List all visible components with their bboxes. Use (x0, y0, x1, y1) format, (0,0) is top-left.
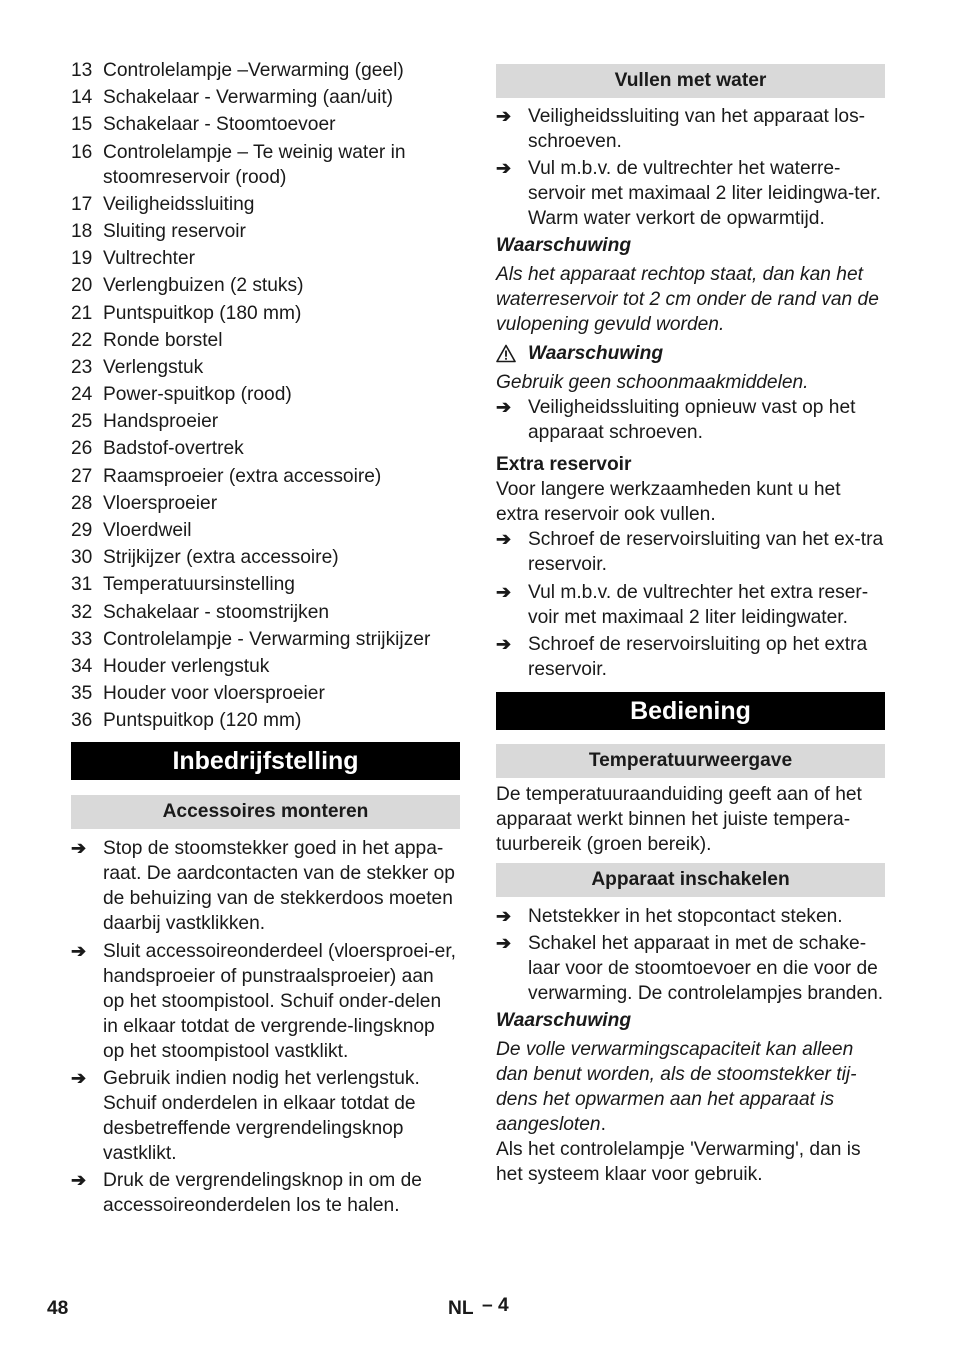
list-item: 33 Controlelampje - Verwarming strijkijzer (71, 628, 431, 650)
list-item: 28 Vloersproeier (71, 492, 218, 514)
list-item: 29 Vloerdweil (71, 520, 192, 541)
subsection-heading-accessoires: Accessoires monteren (71, 795, 460, 829)
list-item: ➔ Netstekker in het stopcontact steken. (496, 905, 843, 927)
list-item: 21 Puntspuitkop (180 mm) (71, 302, 302, 324)
warning-title: Waarschuwing (528, 343, 664, 365)
list-item: 24 Power-spuitkop (rood) (71, 384, 292, 406)
warning-title: Waarschuwing (496, 1010, 632, 1032)
list-item: ➔ Veiligheidssluiting opnieuw vast op het apparaat schroeven. (496, 397, 856, 444)
arrow-right-icon: ➔ (496, 158, 512, 179)
list-item: 35 Houder voor vloersproeier (71, 683, 325, 705)
temperature-text: De temperatuuraanduiding geeft aan of het apparaat werkt binnen het juiste tempera-tuurbereik (groen bereik). (496, 783, 862, 855)
arrow-right-icon: ➔ (496, 581, 512, 602)
parts-list (71, 58, 460, 733)
list-item: 34 Houder verlengstuk (71, 655, 270, 677)
subsection-heading-temperatuur: Temperatuurweergave (496, 744, 885, 778)
subsection-heading-inschakelen: Apparaat inschakelen (496, 863, 885, 897)
right-column (496, 64, 885, 1187)
vullen-steps (496, 104, 885, 231)
left-column (71, 58, 460, 1220)
list-item: 18 Sluiting reservoir (71, 220, 246, 242)
list-item: 14 Schakelaar - Verwarming (aan/uit) (71, 87, 394, 109)
warning-heading-with-icon (496, 341, 885, 366)
arrow-right-icon: ➔ (71, 940, 87, 961)
list-item: 31 Temperatuursinstelling (71, 574, 295, 596)
list-item: 27 Raamsproeier (extra accessoire) (71, 465, 382, 487)
arrow-right-icon: ➔ (71, 838, 87, 859)
list-item: 16 Controlelampje – Te weinig water in stoomreservoir (rood) (71, 141, 406, 188)
list-item: ➔ Gebruik indien nodig het verlengstuk. Schuif onderdelen in elkaar totdat de desbetreffende vergrendelingsknop vastklikt. (71, 1067, 420, 1164)
inschakelen-steps (496, 904, 885, 1006)
warning-triangle-icon (496, 344, 516, 363)
warning-title: Waarschuwing (496, 235, 632, 257)
arrow-right-icon: ➔ (496, 397, 512, 418)
arrow-right-icon: ➔ (71, 1169, 87, 1190)
arrow-right-icon: ➔ (496, 529, 512, 550)
section-heading-inbedrijfstelling: Inbedrijfstelling (71, 742, 460, 780)
accessoires-steps (71, 836, 460, 1218)
section-number: – 4 (482, 1295, 509, 1316)
list-item: 22 Ronde borstel (71, 329, 223, 351)
list-item: 19 Vultrechter (71, 248, 196, 270)
section-heading-bediening: Bediening (496, 692, 885, 730)
list-item: ➔ Stop de stoomstekker goed in het appa-raat. De aardcontacten van de stekker op de behuizing van de stekkerdoos moeten daarbij vastklikken. (71, 838, 455, 935)
arrow-right-icon: ➔ (496, 905, 512, 926)
list-item: 32 Schakelaar - stoomstrijken (71, 601, 330, 623)
extra-reservoir-intro: Voor langere werkzaamheden kunt u het extra reservoir ook vullen. (496, 479, 841, 526)
list-item: 15 Schakelaar - Stoomtoevoer (71, 114, 336, 136)
list-item: 26 Badstof-overtrek (71, 438, 244, 460)
list-item: ➔ Schroef de reservoirsluiting van het ex-tra reservoir. (496, 529, 884, 576)
list-item: ➔ Vul m.b.v. de vultrechter het extra reser-voir met maximaal 2 liter leidingwater. (496, 581, 869, 628)
list-item: 30 Strijkijzer (extra accessoire) (71, 547, 339, 569)
page-number: 48 (47, 1298, 69, 1319)
arrow-right-icon: ➔ (496, 106, 512, 126)
subsection-heading-vullen: Vullen met water (496, 64, 885, 98)
ready-text: Als het controlelampje 'Verwarming', dan is het systeem klaar voor gebruik. (496, 1139, 861, 1186)
extra-reservoir-heading: Extra reservoir (496, 454, 632, 476)
list-item: 13 Controlelampje –Verwarming (geel) (71, 60, 404, 81)
arrow-right-icon: ➔ (496, 932, 512, 953)
arrow-right-icon: ➔ (71, 1067, 87, 1088)
vullen-steps-2 (496, 395, 885, 445)
warning-text: Gebruik geen schoonmaakmiddelen. (496, 372, 809, 394)
list-item: 17 Veiligheidssluiting (71, 193, 255, 215)
language-code: NL (448, 1298, 474, 1319)
list-item: 36 Puntspuitkop (120 mm) (71, 710, 302, 732)
warning-text: Als het apparaat rechtop staat, dan kan het waterreservoir tot 2 cm onder de rand van de vulopening gevuld worden. (496, 264, 879, 336)
list-item: 20 Verlengbuizen (2 stuks) (71, 275, 304, 297)
extra-steps (496, 527, 885, 681)
list-item: 25 Handsproeier (71, 411, 219, 433)
list-item: 23 Verlengstuk (71, 356, 204, 378)
list-item: ➔ Veiligheidssluiting van het apparaat los-schroeven. (496, 106, 866, 152)
arrow-right-icon: ➔ (496, 633, 512, 654)
warning-text: De volle verwarmingscapaciteit kan alleen dan benut worden, als de stoomstekker tij-dens het opwarmen aan het apparaat is aangesloten. (496, 1039, 857, 1136)
list-item: ➔ Schakel het apparaat in met de schake-laar voor de stoomtoevoer en die voor de verwarming. De controlelampjes branden. (496, 932, 884, 1004)
list-item: ➔ Sluit accessoireonderdeel (vloersproei-er, handsproeier of punstraalsproeier) aan op het stoompistool. Schuif onder-delen in elkaar totdat de vergrende-lingsknop op het stoompistool vastklikt. (71, 940, 457, 1062)
list-item: ➔ Vul m.b.v. de vultrechter het waterre-servoir met maximaal 2 liter leidingwa-ter. Warm water verkort de opwarmtijd. (496, 158, 881, 230)
list-item: ➔ Schroef de reservoirsluiting op het extra reservoir. (496, 633, 868, 680)
list-item: ➔ Druk de vergrendelingsknop in om de accessoireonderdelen los te halen. (71, 1169, 422, 1216)
